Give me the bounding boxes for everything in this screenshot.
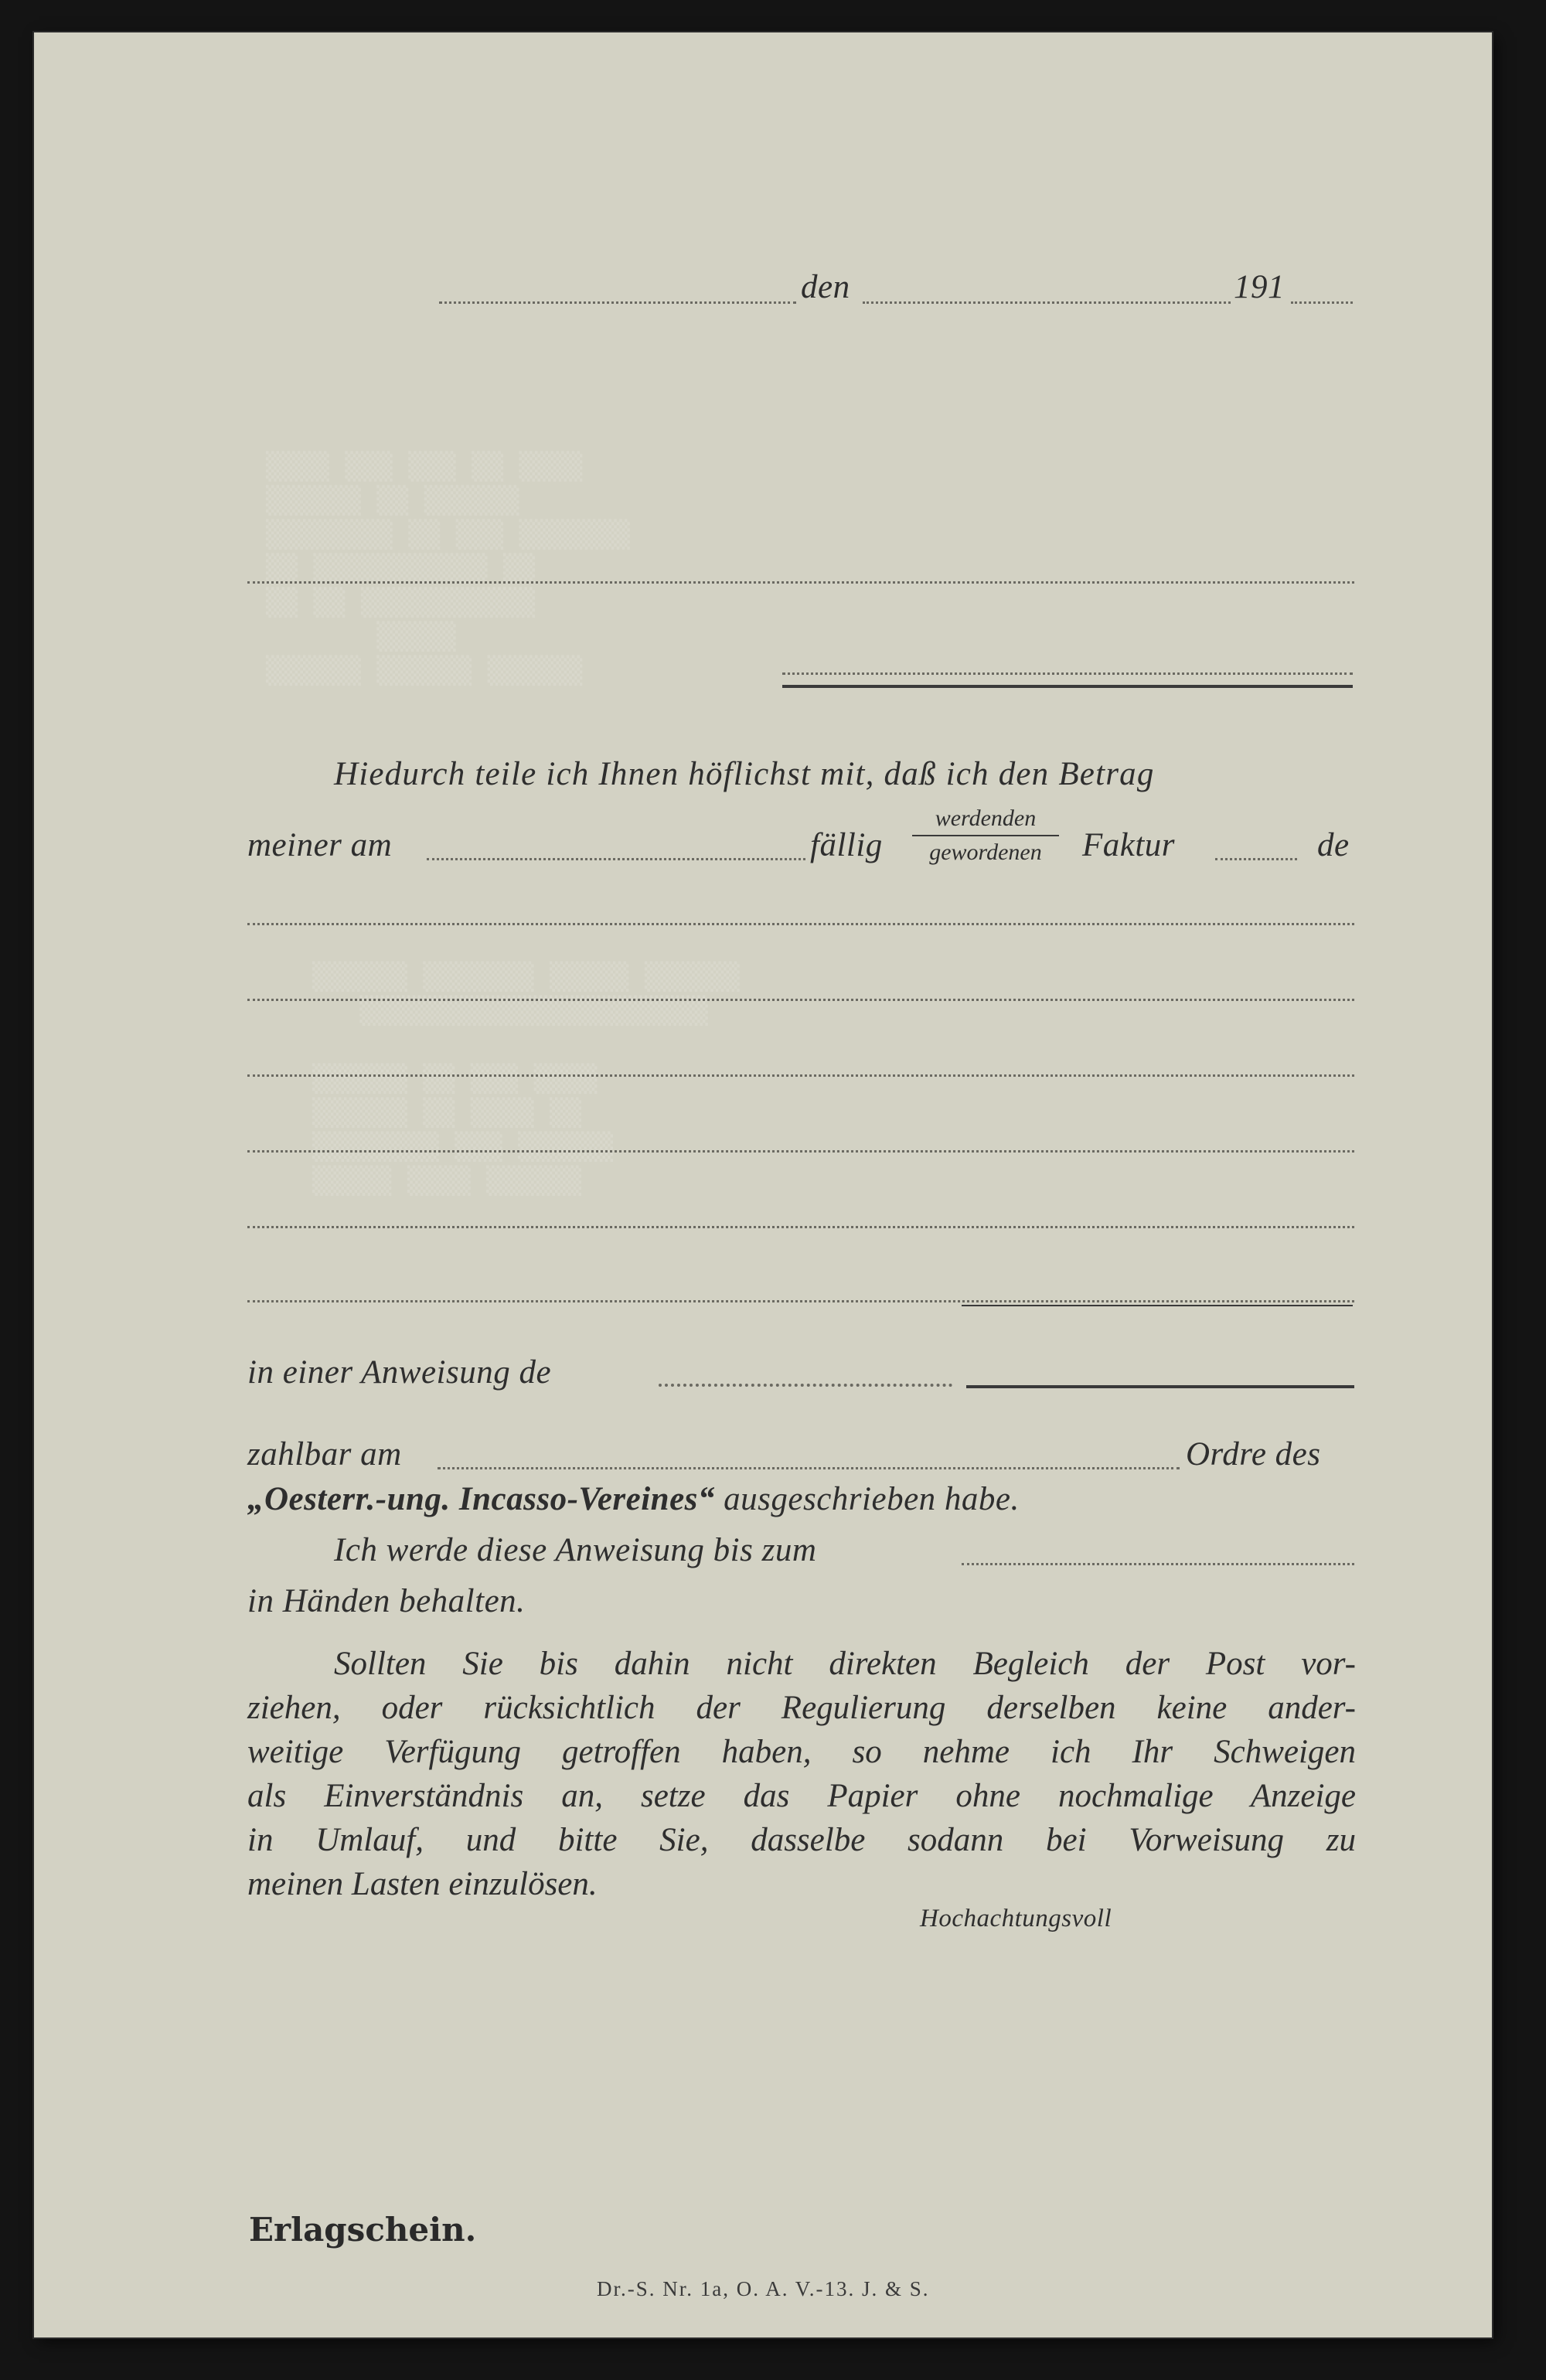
frac-top: werdenden — [935, 805, 1037, 831]
bis-zum-field[interactable] — [962, 1563, 1354, 1565]
printer-imprint: Dr.-S. Nr. 1a, O. A. V.-13. J. & S. — [597, 2277, 930, 2300]
den-label: den — [801, 269, 850, 305]
form-sheet — [34, 32, 1492, 2337]
addressee-line-2[interactable] — [782, 672, 1353, 675]
year-suffix-field[interactable] — [1291, 301, 1353, 304]
faktur-field[interactable] — [1215, 858, 1297, 860]
verein-line — [247, 1483, 1020, 1516]
ausgeschrieben-text: ausgeschrieben habe. — [724, 1481, 1020, 1517]
ordre-label: Ordre des — [1186, 1436, 1321, 1473]
detail-line-5[interactable] — [247, 1226, 1354, 1228]
para-line: ziehen, oder rücksichtlich der Regulierung derselben keine ander- — [247, 1690, 1356, 1726]
verein-name: „Oesterr.-ung. Incasso-Vereines“ — [247, 1481, 715, 1517]
detail-line-1[interactable] — [247, 923, 1354, 925]
para-line: meinen Lasten einzulösen. — [247, 1866, 598, 1902]
detail-line-4[interactable] — [247, 1150, 1354, 1153]
year-label: 191 — [1234, 269, 1285, 305]
detail-line-6[interactable] — [247, 1300, 1354, 1302]
werde-label: Ich werde diese Anweisung bis zum — [334, 1532, 817, 1568]
para-line: weitige Verfügung getroffen haben, so nehme ich Ihr Schweigen — [247, 1734, 1356, 1770]
zahlbar-field[interactable] — [438, 1467, 1180, 1469]
detail-line-3[interactable] — [247, 1074, 1354, 1077]
show-through-texture-lower: ▒▒▒▒▒▒ ▒▒▒▒▒▒▒ ▒▒▒▒▒ ▒▒▒▒▒▒ ▒▒▒▒▒▒▒▒▒▒▒▒▒▒▒▒▒▒▒▒▒▒ ▒▒▒▒▒▒ ▒▒ ▒▒▒ ▒▒▒▒ ▒▒▒▒▒▒ ▒▒ ▒▒▒▒ ▒▒ ▒▒▒▒▒▒▒▒ ▒▒▒ ▒▒▒▒▒▒ ▒▒▒▒▒ ▒▒▒▒ ▒▒▒▒▒▒ — [312, 962, 740, 1197]
faellig-label: fällig — [810, 827, 883, 863]
show-through-texture: ▒▒▒▒ ▒▒▒ ▒▒▒ ▒▒ ▒▒▒▒ ▒▒▒▒▒▒ ▒▒ ▒▒▒▒▒▒ ▒▒▒▒▒▒▒▒ ▒▒ ▒▒▒ ▒▒▒▒▒▒▒ ▒▒ ▒▒▒▒▒▒▒▒▒▒▒ ▒▒ ▒▒ ▒▒ ▒▒▒▒▒▒▒▒▒▒▒ ▒▒▒▒▒ ▒▒▒▒▒▒ ▒▒▒▒▒▒ ▒▒▒▒▒▒ — [266, 451, 630, 686]
anweisung-amount-field[interactable] — [966, 1385, 1354, 1388]
para-line: als Einverständnis an, setze das Papier ohne nochmalige Anzeige — [247, 1778, 1356, 1814]
haenden-text: in Händen behalten. — [247, 1583, 526, 1619]
closing-text: Hochachtungsvoll — [920, 1905, 1112, 1932]
conditions-paragraph — [247, 1642, 1356, 1906]
addressee-line-1[interactable] — [247, 581, 1354, 584]
place-field[interactable] — [439, 301, 796, 304]
anweisung-label: in einer Anweisung de — [247, 1354, 552, 1391]
faktur-label: Faktur — [1082, 827, 1176, 863]
detail-line-2[interactable] — [247, 999, 1354, 1001]
frac-bar — [912, 835, 1059, 836]
notice-line-1: Hiedurch teile ich Ihnen höflichst mit, daß ich den Betrag — [334, 756, 1155, 792]
para-line: in Umlauf, und bitte Sie, dasselbe sodann bei Vorweisung zu — [247, 1822, 1356, 1858]
zahlbar-label: zahlbar am — [247, 1436, 402, 1473]
date-due-field[interactable] — [427, 858, 805, 860]
anweisung-gap — [659, 1384, 952, 1387]
date-field[interactable] — [863, 301, 1231, 304]
werdenden-gewordenen-choice[interactable] — [912, 805, 1059, 866]
meiner-am-label: meiner am — [247, 827, 393, 863]
sum-rule-1 — [962, 1305, 1353, 1306]
addressee-underline — [782, 685, 1353, 688]
de-label-1: de — [1317, 827, 1350, 863]
para-line: Sollten Sie bis dahin nicht direkten Begleich der Post vor- — [334, 1646, 1356, 1682]
frac-bottom: gewordenen — [929, 839, 1042, 865]
form-title: Erlagschein. — [249, 2211, 477, 2249]
